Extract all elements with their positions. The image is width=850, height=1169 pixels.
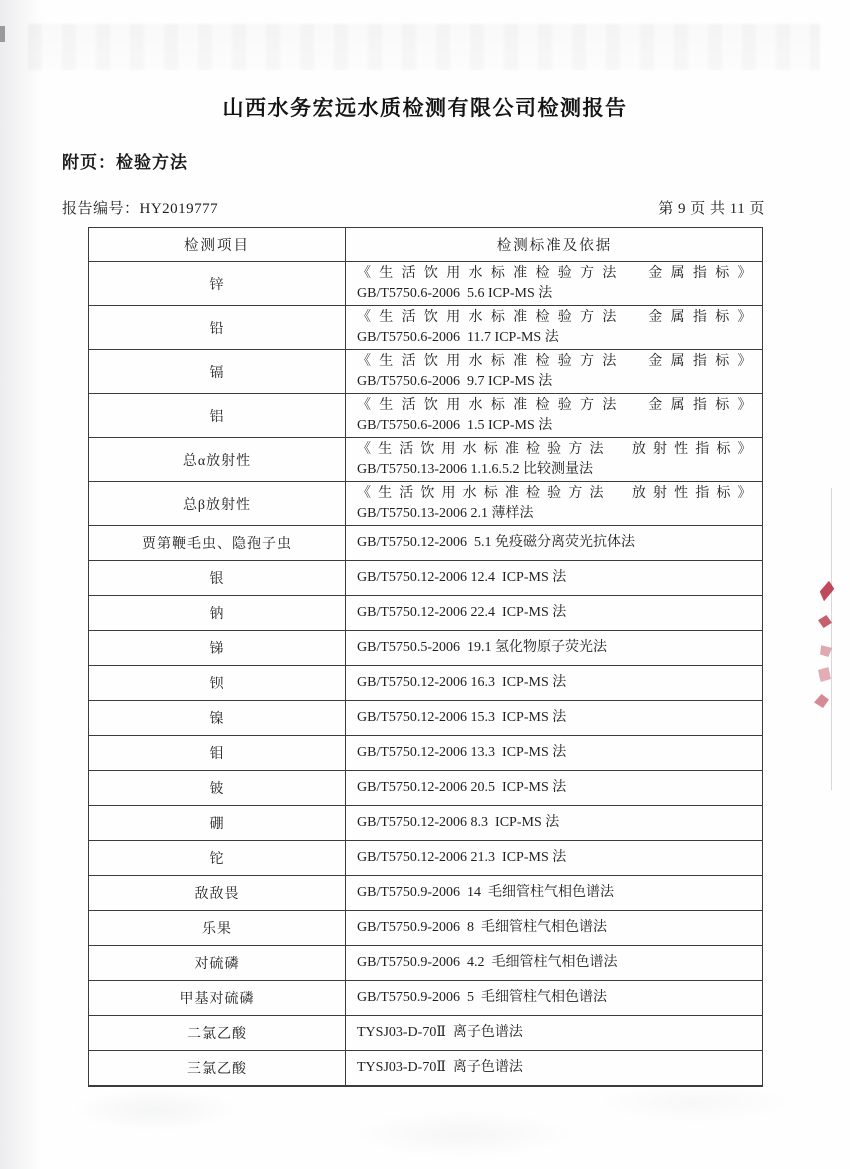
standard-line: GB/T5750.12-2006 20.5 ICP-MS 法	[357, 780, 567, 796]
test-methods-table	[88, 227, 763, 1087]
table-row	[89, 666, 762, 701]
test-item-cell: 总β放射性	[89, 482, 346, 525]
table-body	[89, 262, 762, 1085]
report-title: 山西水务宏远水质检测有限公司检测报告	[222, 96, 628, 120]
test-item-cell: 对硫磷	[89, 946, 346, 980]
test-item-cell: 硼	[89, 806, 346, 840]
test-item-cell: 锑	[89, 631, 346, 665]
standard-line: GB/T5750.6-2006 5.6 ICP-MS 法	[357, 285, 553, 301]
test-standard-cell	[346, 438, 762, 481]
test-item-cell: 甲基对硫磷	[89, 981, 346, 1015]
test-standard-cell	[346, 262, 762, 305]
report-number: 报告编号：HY2019777	[62, 201, 219, 217]
test-standard-cell	[346, 841, 762, 875]
test-standard-cell	[346, 806, 762, 840]
table-row	[89, 946, 762, 981]
standard-line: GB/T5750.6-2006 1.5 ICP-MS 法	[357, 417, 553, 433]
test-item-cell: 镍	[89, 701, 346, 735]
table-row	[89, 350, 762, 394]
standard-line: GB/T5750.12-2006 21.3 ICP-MS 法	[357, 850, 567, 866]
test-item-cell: 铝	[89, 394, 346, 437]
test-standard-cell	[346, 561, 762, 595]
standard-line: GB/T5750.9-2006 5 毛细管柱气相色谱法	[357, 990, 608, 1006]
table-row	[89, 631, 762, 666]
header-test-item: 检测项目	[89, 228, 346, 261]
header-test-standard: 检测标准及依据	[496, 238, 613, 254]
test-standard-cell	[346, 771, 762, 805]
table-row	[89, 306, 762, 350]
table-row	[89, 911, 762, 946]
standard-line: GB/T5750.5-2006 19.1 氢化物原子荧光法	[357, 640, 608, 656]
table-row	[89, 806, 762, 841]
test-item-cell: 铊	[89, 841, 346, 875]
test-item-cell: 镉	[89, 350, 346, 393]
standard-line: GB/T5750.13-2006 2.1 薄样法	[357, 505, 534, 521]
test-standard-cell	[346, 666, 762, 700]
table-row	[89, 736, 762, 771]
table-row	[89, 262, 762, 306]
standard-line: GB/T5750.9-2006 4.2 毛细管柱气相色谱法	[357, 955, 618, 971]
scan-noise-bottom	[40, 1078, 810, 1158]
page-indicator: 第 9 页 共 11 页	[658, 201, 765, 217]
table-row	[89, 701, 762, 736]
standard-line: GB/T5750.12-2006 5.1 免疫磁分离荧光抗体法	[357, 535, 636, 551]
standard-line: GB/T5750.12-2006 8.3 ICP-MS 法	[357, 815, 560, 831]
table-row	[89, 561, 762, 596]
test-standard-cell	[346, 736, 762, 770]
table-row	[89, 482, 762, 526]
test-standard-cell	[346, 526, 762, 560]
adjacent-page-edge-line	[831, 488, 832, 790]
test-standard-cell	[346, 1051, 762, 1085]
test-item-cell: 贾第鞭毛虫、隐孢子虫	[89, 526, 346, 560]
standard-line: GB/T5750.6-2006 11.7 ICP-MS 法	[357, 329, 559, 345]
standard-line: GB/T5750.12-2006 22.4 ICP-MS 法	[357, 605, 567, 621]
standard-line: GB/T5750.12-2006 15.3 ICP-MS 法	[357, 710, 567, 726]
test-item-cell: 锌	[89, 262, 346, 305]
standard-line: GB/T5750.12-2006 12.4 ICP-MS 法	[357, 570, 567, 586]
test-item-cell: 钼	[89, 736, 346, 770]
test-standard-cell	[346, 394, 762, 437]
standard-line: 《生活饮用水标准检验方法 放射性指标》	[357, 442, 752, 457]
table-header-row	[89, 228, 762, 262]
standard-line: 《生活饮用水标准检验方法 放射性指标》	[357, 486, 752, 501]
table-row	[89, 596, 762, 631]
test-item-cell: 总α放射性	[89, 438, 346, 481]
standard-line: GB/T5750.9-2006 14 毛细管柱气相色谱法	[357, 885, 615, 901]
test-item-cell: 铅	[89, 306, 346, 349]
test-standard-cell	[346, 1016, 762, 1050]
standard-line: 《生活饮用水标准检验方法 金属指标》	[357, 310, 752, 325]
test-item-cell: 银	[89, 561, 346, 595]
test-standard-cell	[346, 596, 762, 630]
red-stamp-fragment	[818, 667, 831, 682]
standard-line: GB/T5750.12-2006 16.3 ICP-MS 法	[357, 675, 567, 691]
test-standard-cell	[346, 631, 762, 665]
table-row	[89, 1016, 762, 1051]
table-row	[89, 438, 762, 482]
test-standard-cell	[346, 482, 762, 525]
standard-line: GB/T5750.12-2006 13.3 ICP-MS 法	[357, 745, 567, 761]
standard-line: 《生活饮用水标准检验方法 金属指标》	[357, 398, 752, 413]
test-item-cell: 铍	[89, 771, 346, 805]
table-row	[89, 841, 762, 876]
table-row	[89, 526, 762, 561]
table-row	[89, 394, 762, 438]
test-item-cell: 敌敌畏	[89, 876, 346, 910]
standard-line: 《生活饮用水标准检验方法 金属指标》	[357, 354, 752, 369]
standard-line: GB/T5750.9-2006 8 毛细管柱气相色谱法	[357, 920, 608, 936]
scan-left-edge-shadow	[0, 0, 42, 1169]
table-row	[89, 771, 762, 806]
test-standard-cell	[346, 306, 762, 349]
test-item-cell: 二氯乙酸	[89, 1016, 346, 1050]
red-stamp-fragment	[814, 694, 829, 708]
test-item-cell: 钠	[89, 596, 346, 630]
test-standard-cell	[346, 946, 762, 980]
red-stamp-fragment	[818, 615, 832, 628]
standard-line: 《生活饮用水标准检验方法 金属指标》	[357, 266, 752, 281]
red-stamp-fragment	[817, 580, 837, 603]
test-standard-cell	[346, 981, 762, 1015]
standard-line: TYSJ03-D-70Ⅱ 离子色谱法	[357, 1060, 523, 1076]
standard-line: GB/T5750.13-2006 1.1.6.5.2 比较测量法	[357, 461, 594, 477]
scan-edge-smudge	[0, 26, 5, 42]
report-meta-line	[62, 197, 765, 218]
test-standard-cell	[346, 876, 762, 910]
standard-line: TYSJ03-D-70Ⅱ 离子色谱法	[357, 1025, 523, 1041]
test-standard-cell	[346, 911, 762, 945]
appendix-label: 附页：检验方法	[62, 153, 188, 172]
test-item-cell: 钡	[89, 666, 346, 700]
table-row	[89, 981, 762, 1016]
table-row	[89, 876, 762, 911]
test-standard-cell	[346, 701, 762, 735]
standard-line: GB/T5750.6-2006 9.7 ICP-MS 法	[357, 373, 553, 389]
test-item-cell: 乐果	[89, 911, 346, 945]
test-standard-cell	[346, 350, 762, 393]
test-item-cell: 三氯乙酸	[89, 1051, 346, 1085]
table-row	[89, 1051, 762, 1085]
